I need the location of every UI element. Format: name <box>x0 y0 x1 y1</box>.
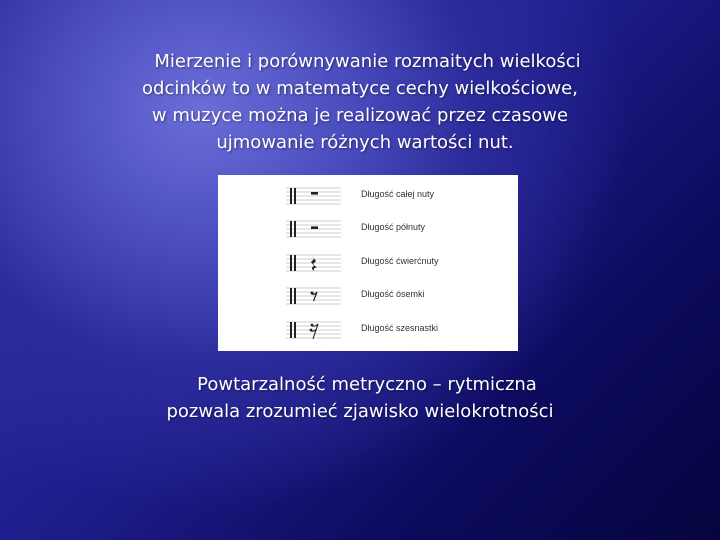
whole-rest-icon <box>286 185 341 207</box>
intro-line-2: odcinków to w matematyce cechy wielkościowe, <box>142 78 578 99</box>
note-row-label: Długość ósemki <box>361 289 425 299</box>
note-row-quarter <box>218 252 518 274</box>
note-row-whole <box>218 185 518 207</box>
outro-paragraph <box>0 371 720 425</box>
note-row-half <box>218 218 518 240</box>
outro-line-2: pozwala zrozumieć zjawisko wielokrotności <box>166 401 554 422</box>
note-row-eighth <box>218 285 518 307</box>
note-row-label: Długość ćwierćnuty <box>361 256 439 266</box>
intro-line-4: ujmowanie różnych wartości nut. <box>216 132 514 153</box>
intro-line-3: w muzyce można je realizować przez czasowe <box>151 105 569 126</box>
intro-paragraph <box>0 48 720 156</box>
sixteenth-rest-icon <box>286 319 341 341</box>
quarter-rest-icon <box>286 252 341 274</box>
eighth-rest-icon <box>286 285 341 307</box>
note-row-sixteenth <box>218 319 518 341</box>
outro-line-1: Powtarzalność metryczno – rytmiczna <box>197 374 537 395</box>
note-row-label: Długość półnuty <box>361 222 426 232</box>
intro-line-1: Mierzenie i porównywanie rozmaitych wielkości <box>154 51 581 72</box>
note-values-figure <box>218 175 518 351</box>
note-row-label: Długość całej nuty <box>361 189 435 199</box>
note-row-label: Długość szesnastki <box>361 323 439 333</box>
half-rest-icon <box>286 218 341 240</box>
